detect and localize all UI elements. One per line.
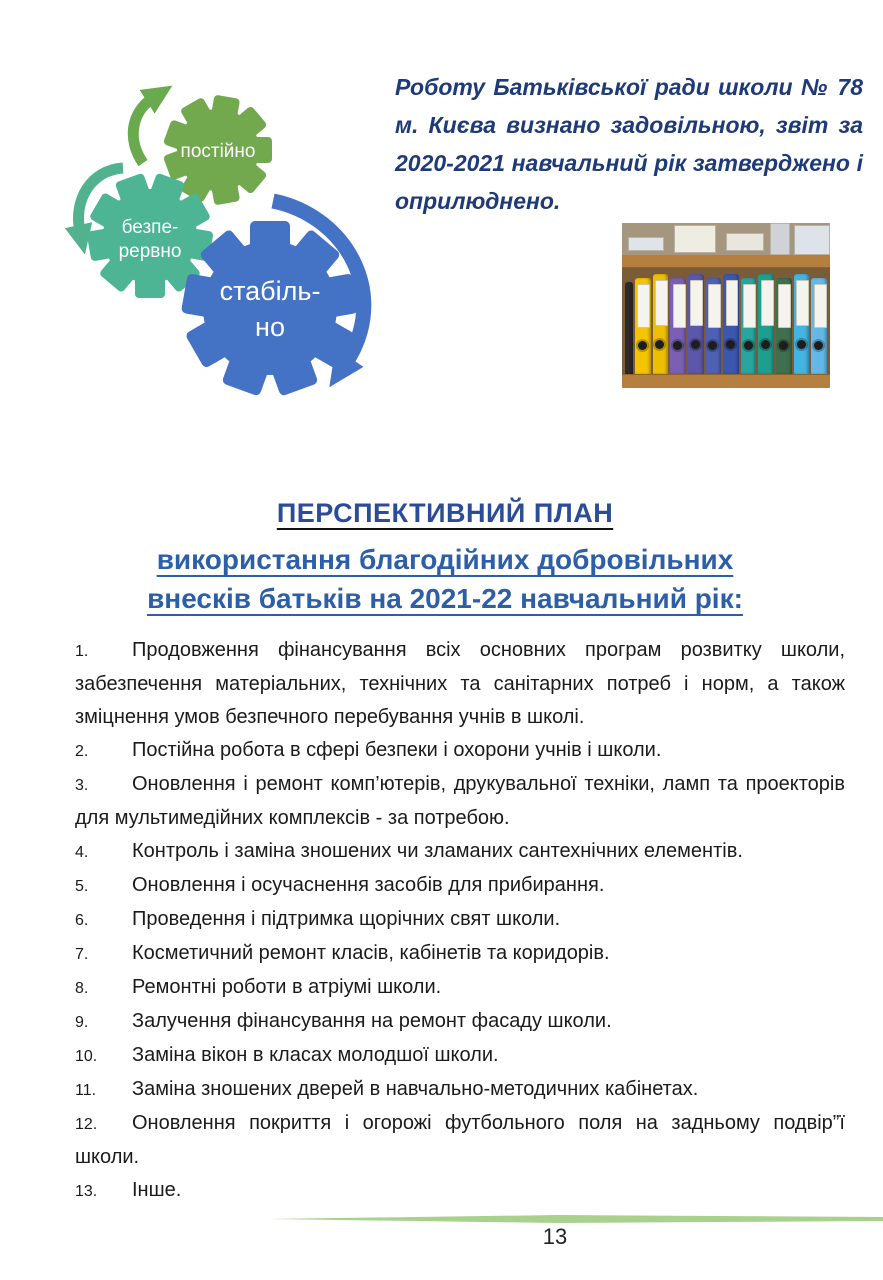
shelf-board-bottom [622,374,830,388]
gears-diagram [55,68,400,413]
list-item-text: Інше. [132,1179,182,1201]
list-item [75,835,845,869]
gear-label-rervno: рервно [118,241,182,262]
list-item-number: 12. [75,1116,98,1133]
list-item-text: Заміна зношених дверей в навчально-методичних кабінетах. [132,1078,699,1100]
list-item [75,903,845,937]
footer-divider-line [268,1214,883,1224]
list-item-text: Оновлення і осучаснення засобів для прибирання. [132,874,605,896]
list-item-number: 10. [75,1048,98,1065]
gear-label-postiyno: постійно [180,141,256,162]
list-item [75,1005,845,1039]
list-item-text: Продовження фінансування всіх основних програм розвитку школи, забезпечення матеріальних, технічних та санітарних потреб і норм, а також зміцнення умов безпечного перебування учнів в школі. [75,639,845,728]
page-title: ПЕРСПЕКТИВНИЙ ПЛАН [276,498,614,528]
gear-label-stabil: стабіль- [219,276,321,306]
list-item [75,869,845,903]
shelf-top-books [622,223,830,255]
binder-spine [741,278,757,374]
list-item-number: 9. [75,1014,89,1031]
list-item [75,937,845,971]
list-item-number: 1. [75,643,89,660]
intro-paragraph: Роботу Батьківської ради школи № 78 м. Києва визнано задовільною, звіт за 2020-2021 навчальний рік затверджено і оприлюднено. [395,74,863,214]
binder-spine [688,274,704,374]
binder-spine [625,282,633,374]
list-item [75,734,845,768]
list-item-text: Ремонтні роботи в атріумі школи. [132,976,442,998]
binder-spine [794,274,810,374]
page-subtitle: використання благодійних добровільних внесків батьків на 2021-22 навчальний рік: [147,544,743,614]
gear-label-no: но [255,312,285,342]
arrow-up-icon [133,98,153,163]
list-item-number: 5. [75,878,89,895]
list-item-number: 8. [75,980,89,997]
list-item [75,1174,845,1208]
list-item-number: 2. [75,743,89,760]
binder-spine [653,274,669,374]
list-item-number: 3. [75,777,89,794]
list-item [75,1039,845,1073]
list-item-number: 4. [75,844,89,861]
list-item [75,1107,845,1174]
list-item-text: Заміна вікон в класах молодшої школи. [132,1044,499,1066]
binder-spine [758,274,774,374]
list-item [75,1073,845,1107]
binder-spine [635,278,651,374]
list-item-number: 13. [75,1183,98,1200]
gear-stabilno [181,221,359,397]
heading-block [45,498,845,618]
binder-spine [776,278,792,374]
binder-spine [811,278,827,374]
paper-stack [794,225,830,255]
list-item [75,971,845,1005]
shelf-board [622,255,830,268]
list-item-text: Постійна робота в сфері безпеки і охорони учнів і школи. [132,739,662,761]
plan-list [75,634,845,1208]
binder-spine [706,278,722,374]
gear-label-bezpe: безпе- [121,217,179,238]
list-item-number: 7. [75,946,89,963]
list-item-text: Проведення і підтримка щорічних свят школи. [132,908,561,930]
list-item-text: Оновлення покриття і огорожі футбольного поля на задньому подвір”ї школи. [75,1112,845,1168]
binders-row [622,268,830,374]
list-item [75,768,845,835]
list-item [75,634,845,734]
paper-stack [628,237,664,251]
list-item-text: Залучення фінансування на ремонт фасаду школи. [132,1010,612,1032]
list-item-text: Контроль і заміна зношених чи зламаних сантехнічних елементів. [132,840,743,862]
list-item-number: 6. [75,912,89,929]
paper-stack [770,223,790,255]
paper-stack [674,225,716,253]
paper-stack [726,233,764,251]
binder-spine [723,274,739,374]
list-item-text: Оновлення і ремонт комп’ютерів, друкувальної техніки, ламп та проекторів для мультимедійних комплексів - за потребою. [75,773,845,829]
list-item-number: 11. [75,1082,97,1099]
binders-photo [622,223,830,388]
page-number: 13 [542,1224,568,1249]
binder-spine [670,278,686,374]
list-item-text: Косметичний ремонт класів, кабінетів та коридорів. [132,942,610,964]
